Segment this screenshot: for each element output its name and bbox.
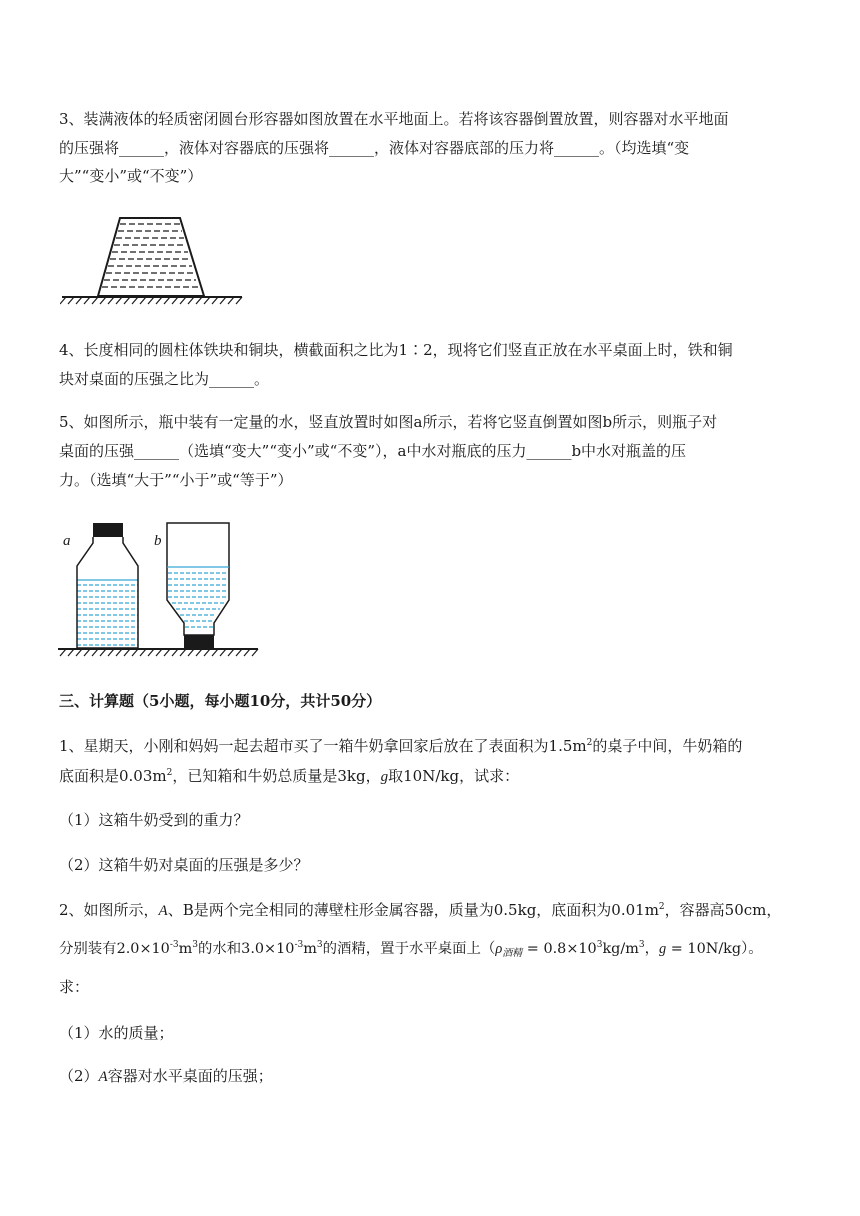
- q5-line-2: 桌面的压强______（选填“变大”“变小”或“不变”），a中水对瓶底的压力______b中水对瓶盖的压: [59, 442, 687, 460]
- table-hatch: [60, 649, 258, 656]
- label-a: a: [63, 533, 71, 549]
- bottle-b: [167, 523, 229, 648]
- frustum-container-figure: [60, 214, 245, 306]
- q3-line-3: 大”“变小”或“不变”）: [59, 167, 203, 185]
- bottle-a: [77, 523, 138, 648]
- q4-line-2: 块对桌面的压强之比为______。: [59, 370, 270, 388]
- c1-line-1: 1、星期天，小刚和妈妈一起去超市买了一箱牛奶拿回家后放在了表面积为$1.5m^2$的桌子中间，牛奶箱的: [59, 737, 743, 755]
- q5-line-1: 5、如图所示，瓶中装有一定量的水，竖直放置时如图a所示，若将它竖直倒置如图b所示，则瓶子对: [59, 413, 718, 431]
- bottle-b-water-dashes: [168, 573, 228, 627]
- ground-hatch: [60, 297, 242, 304]
- c1-line-2: 底面积是$0.03m^2$，已知箱和牛奶总质量是3kg，g取10N/kg，试求：: [59, 767, 520, 785]
- bottle-a-water: [77, 573, 138, 647]
- q5-line-3: 力。（选填“大于”“小于”或“等于”）: [59, 471, 293, 489]
- bottles-figure: [58, 518, 263, 662]
- c2-line-2: 分别装有$2.0\times 10^{-3}m^3$的水和$3.0\times 10^{-3}m^3$的酒精，置于水平桌面上（$\rho_{酒精} = 0.8\times 10^3kg/m^3$，g = 10N/kg）。: [59, 940, 763, 959]
- c1-sub-question-2: （2）这箱牛奶对桌面的压强是多少？: [59, 856, 309, 874]
- q3-line-2: 的压强将______，液体对容器底的压强将______，液体对容器底部的压力将______。（均选填“变: [59, 139, 690, 157]
- frustum-outline: [98, 218, 204, 296]
- bottle-a-cap: [93, 523, 123, 537]
- c2-sub-question-2: （2）A容器对水平桌面的压强；: [59, 1067, 273, 1085]
- c2-sub-question-1: （1）水的质量；: [59, 1024, 174, 1042]
- c2-line-3: 求：: [59, 978, 90, 996]
- q4-line-1: 4、长度相同的圆柱体铁块和铜块，横截面积之比为1∶2，现将它们竖直正放在水平桌面上时，铁和铜: [59, 341, 733, 359]
- section-heading-calculation: 三、计算题（5小题，每小题10分，共计50分）: [59, 692, 382, 710]
- label-b: b: [154, 533, 162, 549]
- c2-line-1: 2、如图所示，A、B是两个完全相同的薄壁柱形金属容器，质量为0.5kg，底面积为$0.01m^2$，容器高50cm，: [59, 901, 782, 919]
- bottle-b-cap: [184, 635, 214, 648]
- q3-line-1: 3、装满液体的轻质密闭圆台形容器如图放置在水平地面上。若将该容器倒置放置，则容器对水平地面: [59, 110, 729, 128]
- c1-sub-question-1: （1）这箱牛奶受到的重力？: [59, 811, 249, 829]
